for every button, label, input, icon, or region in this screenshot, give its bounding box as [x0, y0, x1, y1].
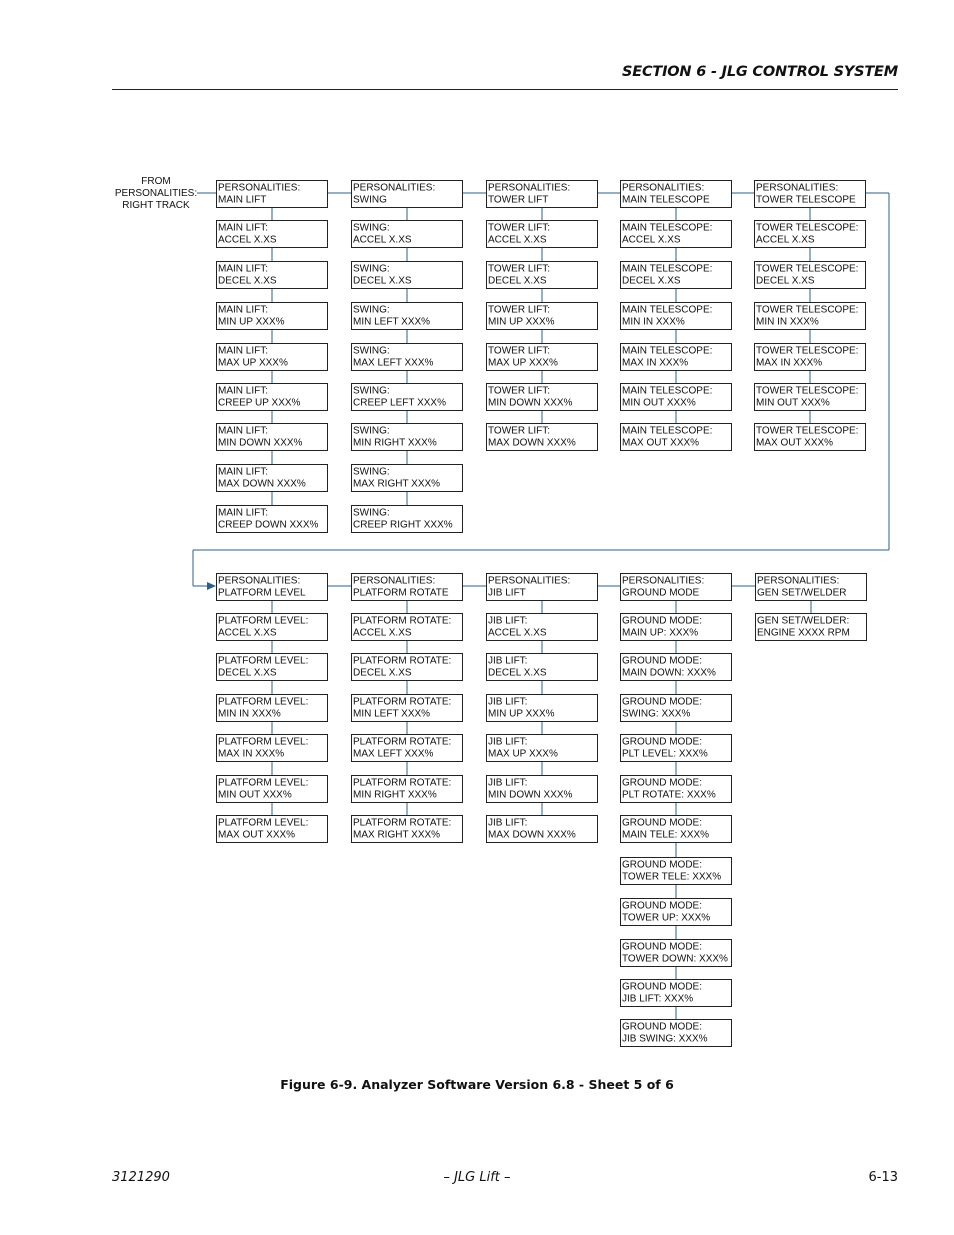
figure-caption: Figure 6-9. Analyzer Software Version 6.8 - Sheet 5 of 6	[280, 1077, 674, 1092]
menu-box-swing-max-right-xxx	[352, 465, 463, 492]
menu-box-line: TOWER UP: XXX%	[622, 912, 711, 924]
menu-box-line: PERSONALITIES:	[756, 182, 839, 194]
menu-box-main-telescope-min-out-xxx	[621, 384, 732, 411]
menu-box-tower-lift-decel-x-xs	[487, 262, 598, 289]
menu-box-personalities-platform-rotate	[352, 574, 463, 601]
menu-box-jib-lift-min-down-xxx	[487, 776, 598, 803]
menu-box-line: TOWER LIFT:	[488, 385, 551, 397]
menu-box-main-telescope-accel-x-xs	[621, 221, 732, 248]
source-label-line: PERSONALITIES:	[114, 188, 198, 199]
menu-box-line: MAX OUT XXX%	[218, 829, 296, 841]
menu-box-line: GROUND MODE:	[622, 655, 702, 667]
menu-box-line: SWING:	[353, 466, 390, 478]
menu-box-line: PLATFORM LEVEL:	[218, 817, 309, 829]
menu-box-line: SWING:	[353, 507, 390, 519]
menu-box-line: MIN UP XXX%	[218, 316, 285, 328]
menu-boxes	[115, 176, 867, 1047]
source-label	[115, 176, 197, 211]
menu-box-line: MAIN LIFT:	[218, 222, 269, 234]
menu-box-line: MAIN LIFT:	[218, 466, 269, 478]
menu-box-line: MIN LEFT XXX%	[353, 708, 431, 720]
menu-box-line: MAIN TELESCOPE	[622, 194, 710, 206]
menu-box-personalities-main-lift	[217, 181, 328, 208]
menu-box-line: ACCEL X.XS	[353, 627, 412, 639]
menu-box-platform-rotate-accel-x-xs	[352, 614, 463, 641]
menu-box-line: PERSONALITIES:	[757, 575, 840, 587]
menu-box-line: MAIN LIFT	[218, 194, 267, 206]
menu-box-line: PERSONALITIES:	[622, 182, 705, 194]
menu-box-line: PLT LEVEL: XXX%	[622, 748, 708, 760]
menu-box-line: MAIN TELESCOPE:	[622, 304, 713, 316]
menu-box-line: MAIN TELESCOPE:	[622, 385, 713, 397]
menu-box-line: SWING:	[353, 385, 390, 397]
menu-box-ground-mode-tower-up-xxx	[621, 899, 732, 926]
menu-box-platform-rotate-min-left-xxx	[352, 695, 463, 722]
menu-box-line: PLATFORM LEVEL:	[218, 696, 309, 708]
menu-box-line: TOWER TELESCOPE	[756, 194, 856, 206]
menu-box-swing-min-right-xxx	[352, 424, 463, 451]
menu-box-line: MAIN UP: XXX%	[622, 627, 699, 639]
arrow-right-icon	[207, 582, 216, 590]
menu-box-line: MAX OUT XXX%	[756, 437, 834, 449]
menu-box-line: TOWER LIFT:	[488, 263, 551, 275]
menu-box-line: ACCEL X.XS	[218, 234, 277, 246]
menu-box-platform-rotate-decel-x-xs	[352, 654, 463, 681]
menu-box-line: JIB LIFT:	[488, 696, 528, 708]
menu-box-swing-min-left-xxx	[352, 303, 463, 330]
menu-box-ground-mode-plt-rotate-xxx	[621, 776, 732, 803]
menu-box-line: MIN OUT XXX%	[218, 789, 292, 801]
menu-box-main-lift-max-up-xxx	[217, 344, 328, 371]
menu-box-ground-mode-main-tele-xxx	[621, 816, 732, 843]
menu-box-line: MAIN LIFT:	[218, 263, 269, 275]
menu-box-swing-creep-right-xxx	[352, 506, 463, 533]
menu-box-line: TOWER LIFT:	[488, 345, 551, 357]
menu-box-line: PLATFORM LEVEL:	[218, 615, 309, 627]
menu-box-line: PERSONALITIES:	[353, 575, 436, 587]
menu-box-line: ACCEL X.XS	[218, 627, 277, 639]
menu-box-line: DECEL X.XS	[488, 275, 547, 287]
menu-box-jib-lift-max-down-xxx	[487, 816, 598, 843]
menu-box-line: ACCEL X.XS	[488, 234, 547, 246]
menu-box-swing-creep-left-xxx	[352, 384, 463, 411]
menu-box-line: MAX UP XXX%	[488, 748, 558, 760]
menu-box-line: MAIN LIFT:	[218, 385, 269, 397]
menu-box-line: PLATFORM ROTATE:	[353, 655, 452, 667]
menu-box-line: PLT ROTATE: XXX%	[622, 789, 716, 801]
menu-box-line: MAX UP XXX%	[218, 357, 288, 369]
menu-box-line: CREEP DOWN XXX%	[218, 519, 319, 531]
menu-box-line: GROUND MODE:	[622, 859, 702, 871]
menu-box-line: ACCEL X.XS	[488, 627, 547, 639]
menu-box-line: MIN DOWN XXX%	[488, 789, 573, 801]
menu-box-main-telescope-min-in-xxx	[621, 303, 732, 330]
menu-box-tower-lift-min-down-xxx	[487, 384, 598, 411]
menu-box-tower-telescope-decel-x-xs	[755, 262, 866, 289]
menu-box-line: MAX RIGHT XXX%	[353, 478, 441, 490]
menu-box-line: PLATFORM LEVEL:	[218, 736, 309, 748]
menu-box-line: MAX DOWN XXX%	[488, 829, 576, 841]
menu-box-line: SWING	[353, 194, 387, 206]
menu-box-line: PLATFORM ROTATE:	[353, 696, 452, 708]
menu-box-line: MAIN LIFT:	[218, 507, 269, 519]
menu-box-line: MIN OUT XXX%	[622, 397, 696, 409]
source-label-line: RIGHT TRACK	[122, 200, 190, 211]
menu-box-main-lift-creep-down-xxx	[217, 506, 328, 533]
menu-box-platform-level-min-in-xxx	[217, 695, 328, 722]
menu-box-line: JIB LIFT:	[488, 655, 528, 667]
menu-box-line: MAX DOWN XXX%	[218, 478, 306, 490]
menu-box-line: TOWER LIFT:	[488, 425, 551, 437]
menu-box-personalities-main-telescope	[621, 181, 732, 208]
menu-box-line: PERSONALITIES:	[218, 182, 301, 194]
menu-box-line: MIN RIGHT XXX%	[353, 789, 437, 801]
menu-box-line: PLATFORM LEVEL:	[218, 777, 309, 789]
menu-box-line: TOWER TELESCOPE:	[756, 425, 859, 437]
menu-box-line: MAX DOWN XXX%	[488, 437, 576, 449]
menu-box-swing-accel-x-xs	[352, 221, 463, 248]
menu-box-tower-telescope-min-in-xxx	[755, 303, 866, 330]
menu-box-line: MIN DOWN XXX%	[218, 437, 303, 449]
menu-box-line: MIN DOWN XXX%	[488, 397, 573, 409]
menu-box-line: PERSONALITIES:	[488, 182, 571, 194]
menu-box-line: MAIN DOWN: XXX%	[622, 667, 716, 679]
menu-box-tower-lift-min-up-xxx	[487, 303, 598, 330]
menu-box-line: MIN UP XXX%	[488, 316, 555, 328]
menu-box-personalities-swing	[352, 181, 463, 208]
menu-box-line: GROUND MODE:	[622, 817, 702, 829]
menu-box-line: MIN IN XXX%	[622, 316, 685, 328]
menu-box-platform-rotate-max-right-xxx	[352, 816, 463, 843]
menu-box-ground-mode-jib-lift-xxx	[621, 980, 732, 1007]
menu-box-line: JIB LIFT:	[488, 736, 528, 748]
menu-box-line: MIN LEFT XXX%	[353, 316, 431, 328]
menu-box-line: DECEL X.XS	[218, 275, 277, 287]
menu-box-main-lift-decel-x-xs	[217, 262, 328, 289]
menu-box-line: DECEL X.XS	[488, 667, 547, 679]
menu-box-line: GROUND MODE:	[622, 1021, 702, 1033]
menu-box-line: PLATFORM LEVEL	[218, 587, 306, 599]
menu-box-ground-mode-jib-swing-xxx	[621, 1020, 732, 1047]
menu-box-line: JIB SWING: XXX%	[622, 1033, 708, 1045]
menu-box-tower-telescope-min-out-xxx	[755, 384, 866, 411]
menu-box-platform-rotate-min-right-xxx	[352, 776, 463, 803]
menu-box-line: PLATFORM ROTATE:	[353, 817, 452, 829]
menu-box-line: DECEL X.XS	[756, 275, 815, 287]
menu-box-line: TOWER TELESCOPE:	[756, 304, 859, 316]
menu-box-line: TOWER TELESCOPE:	[756, 263, 859, 275]
menu-box-platform-rotate-max-left-xxx	[352, 735, 463, 762]
menu-box-main-telescope-decel-x-xs	[621, 262, 732, 289]
menu-box-line: JIB LIFT	[488, 587, 526, 599]
menu-box-line: MAX IN XXX%	[622, 357, 689, 369]
menu-box-line: DECEL X.XS	[218, 667, 277, 679]
menu-box-line: GROUND MODE:	[622, 696, 702, 708]
doc-number: 3121290	[112, 1170, 170, 1185]
menu-box-line: MAX LEFT XXX%	[353, 357, 434, 369]
menu-box-platform-level-min-out-xxx	[217, 776, 328, 803]
menu-box-main-lift-min-up-xxx	[217, 303, 328, 330]
menu-box-line: JIB LIFT:	[488, 615, 528, 627]
menu-box-line: JIB LIFT:	[488, 817, 528, 829]
menu-box-main-lift-accel-x-xs	[217, 221, 328, 248]
menu-box-line: JIB LIFT:	[488, 777, 528, 789]
menu-box-main-lift-max-down-xxx	[217, 465, 328, 492]
menu-box-line: MAX IN XXX%	[218, 748, 285, 760]
menu-box-tower-lift-max-down-xxx	[487, 424, 598, 451]
menu-box-line: ACCEL X.XS	[622, 234, 681, 246]
menu-box-swing-max-left-xxx	[352, 344, 463, 371]
menu-box-line: ACCEL X.XS	[353, 234, 412, 246]
menu-box-main-lift-creep-up-xxx	[217, 384, 328, 411]
menu-box-line: MAIN TELE: XXX%	[622, 829, 710, 841]
page-number: 6-13	[868, 1170, 898, 1185]
menu-box-line: SWING:	[353, 263, 390, 275]
menu-box-line: PERSONALITIES:	[488, 575, 571, 587]
menu-box-line: TOWER TELESCOPE:	[756, 222, 859, 234]
menu-box-ground-mode-main-up-xxx	[621, 614, 732, 641]
menu-box-main-lift-min-down-xxx	[217, 424, 328, 451]
menu-box-line: MIN UP XXX%	[488, 708, 555, 720]
menu-box-line: MAIN TELESCOPE:	[622, 425, 713, 437]
menu-box-line: DECEL X.XS	[622, 275, 681, 287]
menu-box-line: MIN OUT XXX%	[756, 397, 830, 409]
menu-box-swing-decel-x-xs	[352, 262, 463, 289]
menu-box-line: MIN IN XXX%	[756, 316, 819, 328]
menu-box-line: GROUND MODE	[622, 587, 700, 599]
menu-box-ground-mode-tower-tele-xxx	[621, 858, 732, 885]
menu-box-line: MIN IN XXX%	[218, 708, 281, 720]
menu-box-ground-mode-swing-xxx	[621, 695, 732, 722]
menu-box-line: MAIN TELESCOPE:	[622, 345, 713, 357]
menu-box-line: MAIN TELESCOPE:	[622, 222, 713, 234]
menu-box-jib-lift-min-up-xxx	[487, 695, 598, 722]
menu-box-personalities-tower-telescope	[755, 181, 866, 208]
menu-box-line: MAX OUT XXX%	[622, 437, 700, 449]
menu-box-personalities-platform-level	[217, 574, 328, 601]
menu-box-line: TOWER LIFT:	[488, 222, 551, 234]
menu-box-line: TOWER LIFT	[488, 194, 549, 206]
menu-box-jib-lift-accel-x-xs	[487, 614, 598, 641]
menu-box-line: GROUND MODE:	[622, 941, 702, 953]
menu-box-line: GROUND MODE:	[622, 981, 702, 993]
menu-box-gen-set-welder-engine-xxxx-rpm	[756, 614, 867, 641]
menu-box-line: GROUND MODE:	[622, 900, 702, 912]
menu-box-line: SWING: XXX%	[622, 708, 691, 720]
menu-box-line: MAX RIGHT XXX%	[353, 829, 441, 841]
menu-box-line: SWING:	[353, 304, 390, 316]
source-label-line: FROM	[141, 176, 171, 187]
menu-box-line: MAX IN XXX%	[756, 357, 823, 369]
menu-box-line: SWING:	[353, 425, 390, 437]
menu-box-platform-level-max-out-xxx	[217, 816, 328, 843]
menu-box-tower-lift-max-up-xxx	[487, 344, 598, 371]
menu-box-line: ENGINE XXXX RPM	[757, 627, 850, 639]
menu-box-line: PERSONALITIES:	[218, 575, 301, 587]
menu-box-line: DECEL X.XS	[353, 275, 412, 287]
menu-box-line: TOWER LIFT:	[488, 304, 551, 316]
menu-box-platform-level-accel-x-xs	[217, 614, 328, 641]
menu-box-line: CREEP UP XXX%	[218, 397, 301, 409]
menu-box-line: GROUND MODE:	[622, 736, 702, 748]
menu-box-platform-level-decel-x-xs	[217, 654, 328, 681]
menu-box-tower-telescope-accel-x-xs	[755, 221, 866, 248]
menu-box-line: TOWER TELESCOPE:	[756, 385, 859, 397]
menu-box-ground-mode-main-down-xxx	[621, 654, 732, 681]
menu-box-line: MAIN LIFT:	[218, 345, 269, 357]
menu-box-line: SWING:	[353, 345, 390, 357]
menu-box-line: ACCEL X.XS	[756, 234, 815, 246]
menu-box-line: GROUND MODE:	[622, 777, 702, 789]
menu-box-jib-lift-max-up-xxx	[487, 735, 598, 762]
menu-box-line: MIN RIGHT XXX%	[353, 437, 437, 449]
menu-box-line: PERSONALITIES:	[353, 182, 436, 194]
menu-box-jib-lift-decel-x-xs	[487, 654, 598, 681]
menu-box-line: PLATFORM ROTATE:	[353, 736, 452, 748]
menu-box-line: CREEP LEFT XXX%	[353, 397, 446, 409]
menu-box-line: MAIN LIFT:	[218, 425, 269, 437]
menu-box-line: PERSONALITIES:	[622, 575, 705, 587]
menu-box-line: TOWER TELESCOPE:	[756, 345, 859, 357]
menu-box-line: MAX UP XXX%	[488, 357, 558, 369]
menu-box-tower-lift-accel-x-xs	[487, 221, 598, 248]
menu-box-ground-mode-plt-level-xxx	[621, 735, 732, 762]
menu-box-line: MAIN LIFT:	[218, 304, 269, 316]
menu-box-line: DECEL X.XS	[353, 667, 412, 679]
menu-box-line: TOWER TELE: XXX%	[622, 871, 722, 883]
menu-box-tower-telescope-max-out-xxx	[755, 424, 866, 451]
menu-box-line: PLATFORM ROTATE	[353, 587, 449, 599]
menu-box-line: TOWER DOWN: XXX%	[622, 953, 728, 965]
menu-box-line: PLATFORM ROTATE:	[353, 777, 452, 789]
menu-box-line: GROUND MODE:	[622, 615, 702, 627]
menu-box-main-telescope-max-out-xxx	[621, 424, 732, 451]
menu-box-line: JIB LIFT: XXX%	[622, 993, 694, 1005]
menu-box-line: PLATFORM LEVEL:	[218, 655, 309, 667]
section-title: SECTION 6 - JLG CONTROL SYSTEM	[622, 64, 898, 80]
menu-box-line: MAX LEFT XXX%	[353, 748, 434, 760]
menu-box-line: SWING:	[353, 222, 390, 234]
footer-brand: – JLG Lift –	[443, 1170, 511, 1185]
menu-box-platform-level-max-in-xxx	[217, 735, 328, 762]
menu-box-main-telescope-max-in-xxx	[621, 344, 732, 371]
menu-box-personalities-ground-mode	[621, 574, 732, 601]
menu-box-personalities-gen-set-welder	[756, 574, 867, 601]
menu-box-personalities-jib-lift	[487, 574, 598, 601]
menu-box-line: GEN SET/WELDER:	[757, 615, 850, 627]
menu-box-line: CREEP RIGHT XXX%	[353, 519, 453, 531]
menu-box-line: GEN SET/WELDER	[757, 587, 847, 599]
menu-box-line: PLATFORM ROTATE:	[353, 615, 452, 627]
menu-box-line: MAIN TELESCOPE:	[622, 263, 713, 275]
menu-box-tower-telescope-max-in-xxx	[755, 344, 866, 371]
menu-box-personalities-tower-lift	[487, 181, 598, 208]
menu-box-ground-mode-tower-down-xxx	[621, 940, 732, 967]
